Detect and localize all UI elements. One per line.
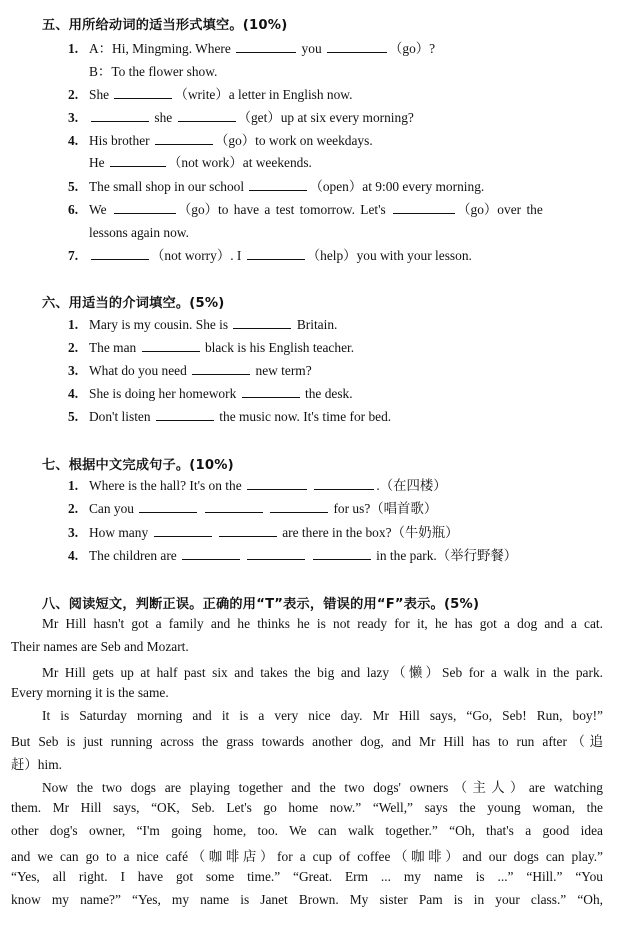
answer-blank[interactable] [313,547,371,560]
question-number: 1. [68,41,79,56]
answer-blank[interactable] [155,132,213,145]
passage-line: It is Saturday morning and it is a very nice day. Mr Hill says, “Go, Seb! Run, boy!” [42,708,603,723]
section-6-title: 六、用适当的介词填空。(5%) [42,296,225,311]
passage-line: know my name?” “Yes, my name is Janet Brown. My sister Pam is in your class.” “Oh, [11,892,603,907]
passage-line: Mr Hill gets up at half past six and takes the big and lazy（懒）Seb for a walk in the park. [42,665,603,680]
answer-blank[interactable] [156,408,214,421]
passage-line: and we can go to a nice café（咖啡店）for a cup of coffee（咖啡）and our dogs can play.” [11,849,603,864]
answer-blank[interactable] [242,385,300,398]
answer-blank[interactable] [219,524,277,537]
answer-blank[interactable] [91,109,149,122]
passage-line: Their names are Seb and Mozart. [11,639,189,654]
answer-blank[interactable] [205,500,263,513]
passage-line: Every morning it is the same. [11,685,169,700]
section-7-title: 七、根据中文完成句子。(10%) [42,458,234,473]
answer-blank[interactable] [114,86,172,99]
passage-line: them. Mr Hill says, “OK, Seb. Let's go home now.” “Well,” says the young woman, the [11,800,603,815]
section-5-title: 五、用所给动词的适当形式填空。(10%) [42,18,288,33]
exam-page: 五、用所给动词的适当形式填空。(10%) 1. A：Hi, Mingming. Where you （go）? B：To the flower show. 2. She （write）a letter in English now. 3. she （get）up at six every morning? 4. His brother （go）to work on weekdays. He （not work）at weekends. 5. The small shop in our school （open）at 9:00 every morning. 6. We （go）to have a test tomorrow. Let's （go）over the lessons again now. 7. （not worry）. I （help）you with your lesson. 六、用适当的介词填空。(5%) 1. Mary is my cousin. She is Britain. 2. The man black is his English teacher. 3. What do you need new term? 4. She is doing her homework the desk. 5. Don't listen the music now. It's time for bed. 七、根据中文完成句子。(10%) 1. Where is the hall? It's on the .（在四楼） 2. Can you for us?（唱首歌） 3. How many are there in the box?（牛奶瓶） 4. The children are in the park.（举行野餐） 八、阅读短文，判断正误。正确的用“T”表示，错误的用“F”表示。(5%) Mr Hill hasn't got a family and he thinks he is not ready for it, he has got a dog and a cat. Their names are Seb and Mozart. Mr Hill gets up at half past six and takes the big and lazy（懒）Seb for a walk in the park. Every morning it is the same. It is Saturday morning and it is a very nice day. Mr Hill says, “Go, Seb! Run, boy!” But Seb is just running across the grass towards another dog, and Mr Hill has to run after（追 赶）him. Now the two dogs are playing together and the two dogs' owners（主人）are watching them. Mr Hill says, “OK, Seb. Let's go home now.” “Well,” says the young woman, the other dog's owner, “I'm going home, too. We can walk together.” “Oh, that's a good idea and we can go to a nice café（咖啡店）for a cup of coffee（咖啡）and our dogs can play.” “Yes, all right. I have got some time.” “Great. Erm ... my name is ...” “Hill.” “You know my name?” “Yes, my name is Janet Brown. My sister Pam is in your class.” “Oh, [0,0,621,925]
answer-blank[interactable] [142,339,200,352]
passage-line: Mr Hill hasn't got a family and he thinks he is not ready for it, he has got a dog and a cat. [42,616,603,631]
answer-blank[interactable] [91,247,149,260]
answer-blank[interactable] [139,500,197,513]
answer-blank[interactable] [247,547,305,560]
answer-blank[interactable] [182,547,240,560]
answer-blank[interactable] [270,500,328,513]
answer-blank[interactable] [110,154,166,167]
answer-blank[interactable] [314,477,374,490]
answer-blank[interactable] [233,316,291,329]
answer-blank[interactable] [192,362,250,375]
answer-blank[interactable] [114,201,176,214]
answer-blank[interactable] [249,178,307,191]
answer-blank[interactable] [154,524,212,537]
answer-blank[interactable] [247,247,305,260]
section-8-title: 八、阅读短文，判断正误。正确的用“T”表示，错误的用“F”表示。(5%) [42,597,480,612]
answer-blank[interactable] [236,40,296,53]
answer-blank[interactable] [393,201,455,214]
answer-blank[interactable] [327,40,387,53]
passage-line: Now the two dogs are playing together and the two dogs' owners（主人）are watching [42,780,603,795]
passage-line: But Seb is just running across the grass towards another dog, and Mr Hill has to run after（追 [11,734,603,749]
passage-line: 赶）him. [11,757,62,772]
passage-line: “Yes, all right. I have got some time.” “Great. Erm ... my name is ...” “Hill.” “You [11,869,603,884]
answer-blank[interactable] [178,109,236,122]
answer-blank[interactable] [247,477,307,490]
passage-line: other dog's owner, “I'm going home, too. We can walk together.” “Oh, that's a good idea [11,823,603,838]
